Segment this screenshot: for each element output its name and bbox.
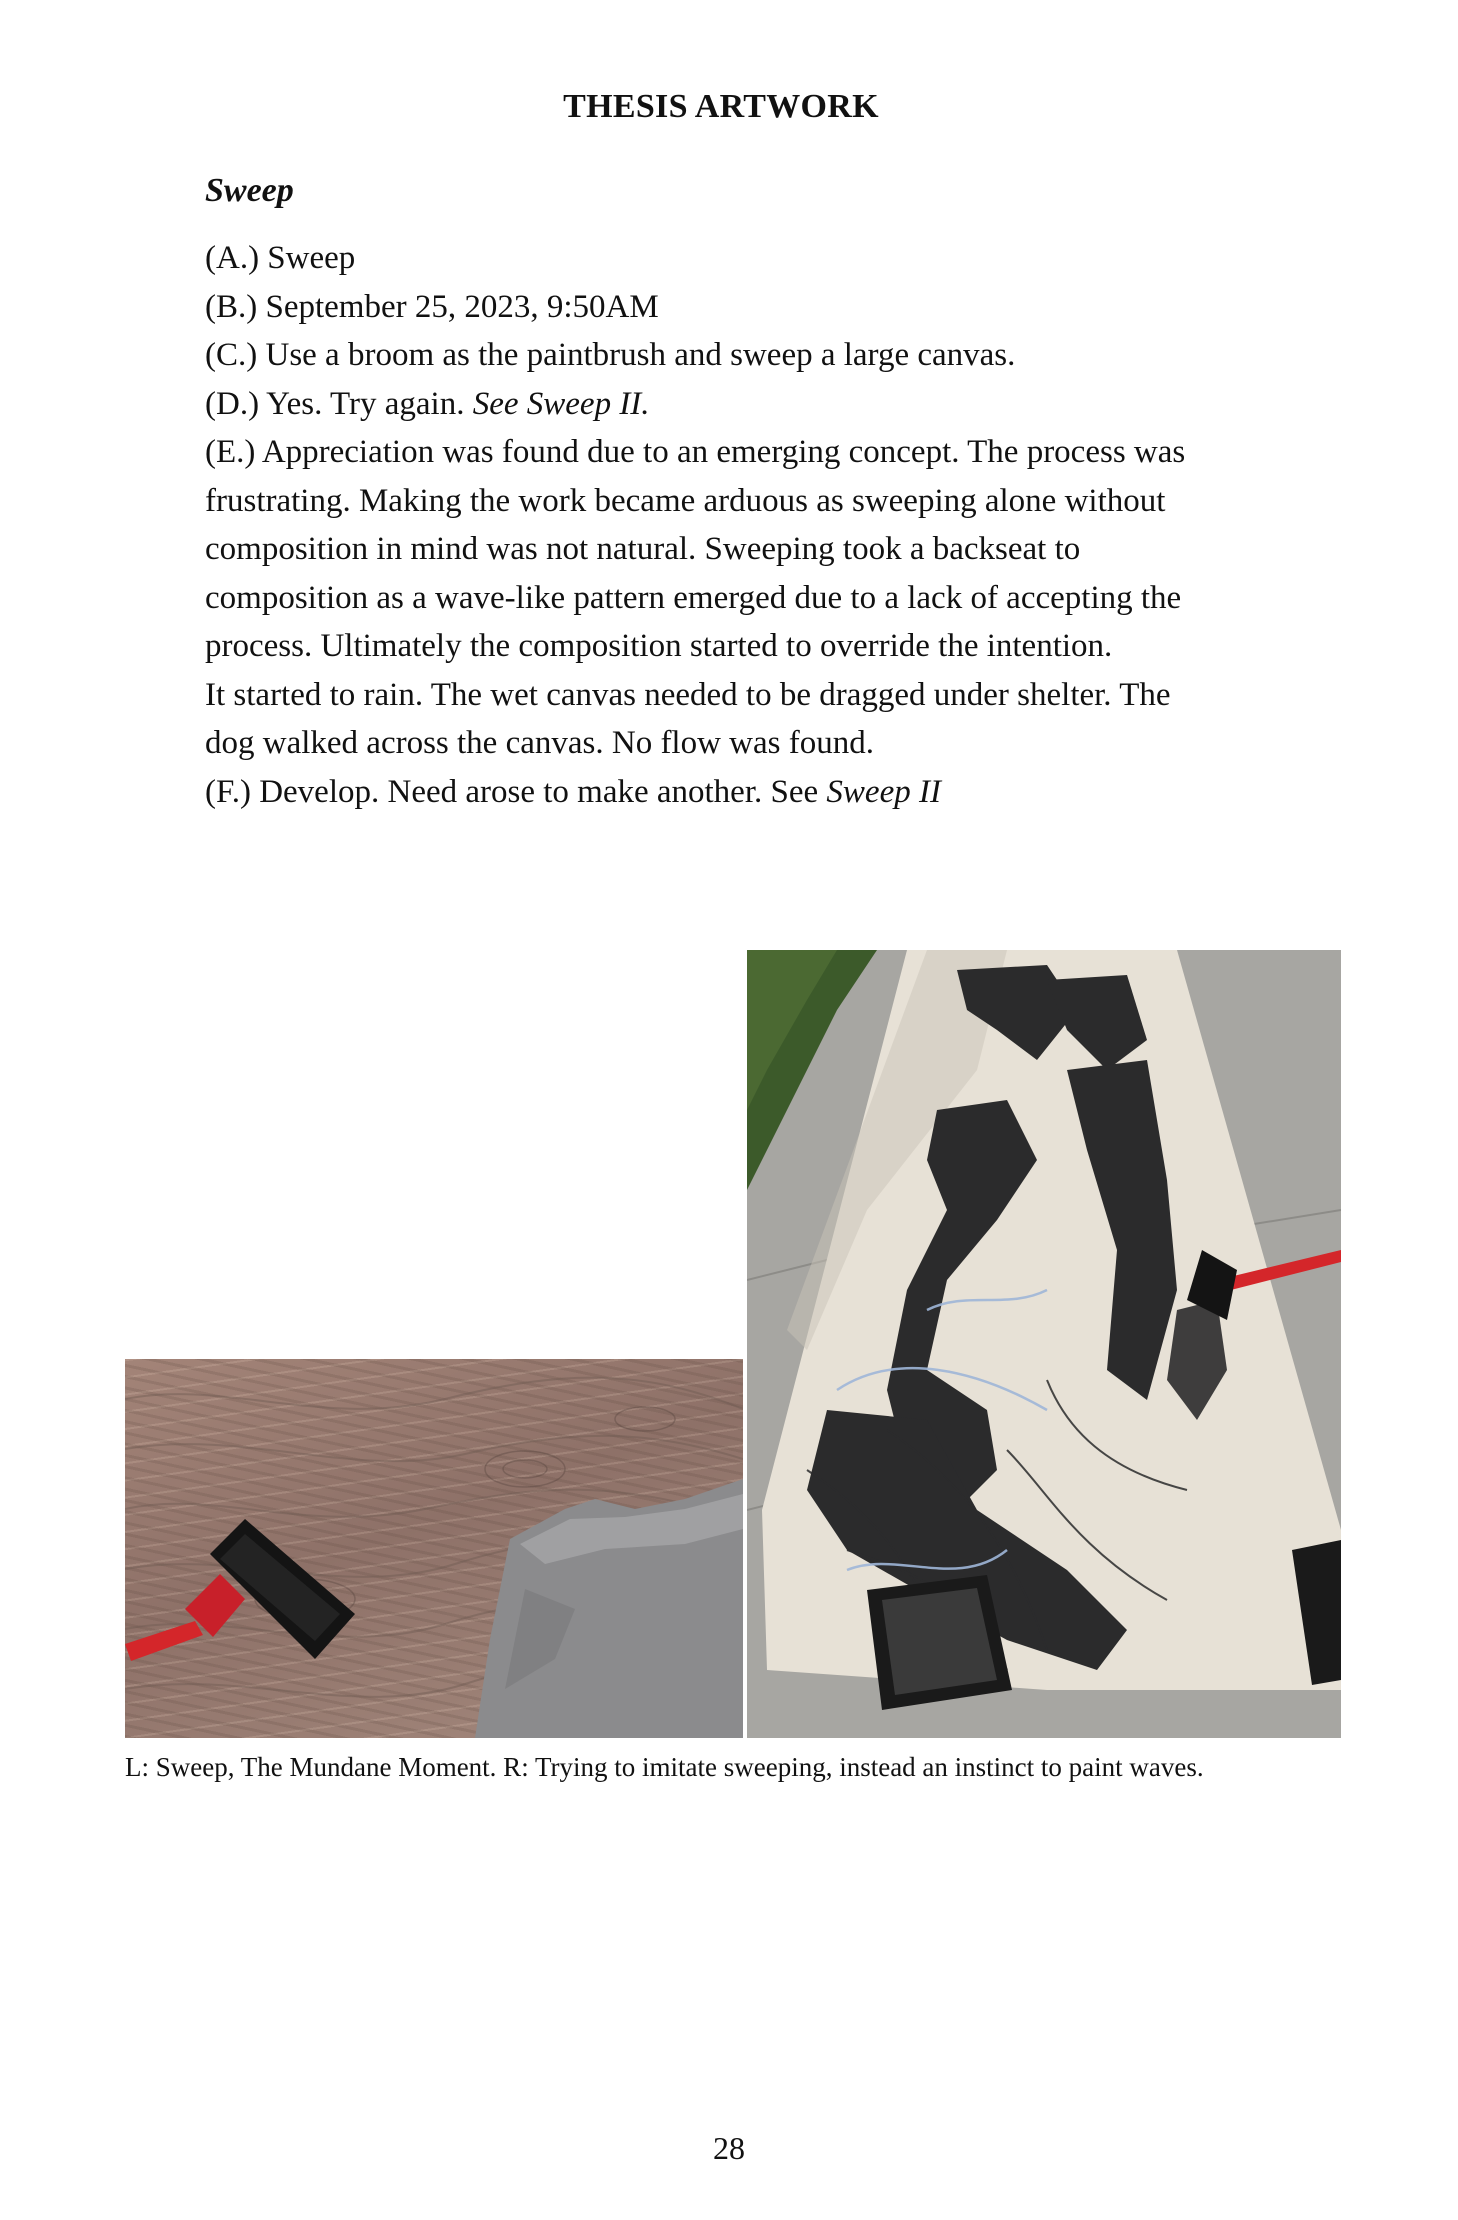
broom-floor-illustration (125, 1359, 743, 1738)
entry-line-b: (B.) September 25, 2023, 9:50AM (205, 288, 659, 325)
broom-floor-photo (125, 1359, 743, 1738)
entry-line-f-text: (F.) Develop. Need arose to make another. See (205, 773, 827, 810)
entry-line-e2: frustrating. Making the work became arduous as sweeping alone without (205, 482, 1166, 519)
entry-line-d-text: (D.) Yes. Try again. (205, 385, 473, 422)
entry-line-e4: composition as a wave-like pattern emerged due to a lack of accepting the (205, 579, 1182, 616)
entry-line-d-reference: See Sweep II. (472, 385, 650, 422)
entry-line-d (205, 380, 1315, 429)
entry-line-e1: (E.) Appreciation was found due to an emerging concept. The process was (205, 434, 1186, 470)
page-title: THESIS ARTWORK (563, 88, 879, 125)
entry-line-e6: It started to rain. The wet canvas needed to be dragged under shelter. The (205, 676, 1171, 713)
entry-line-e5: process. Ultimately the composition started to override the intention. (205, 628, 1113, 664)
entry-line-e3: composition in mind was not natural. Sweeping took a backseat to (205, 531, 1081, 567)
figure-caption: L: Sweep, The Mundane Moment. R: Trying to imitate sweeping, instead an instinct to paint waves. (125, 1752, 1204, 1782)
entry-line-c: (C.) Use a broom as the paintbrush and sweep a large canvas. (205, 337, 1016, 373)
page-number: 28 (713, 2130, 745, 2166)
entry-line-a: (A.) Sweep (205, 240, 356, 276)
entry-line-f-reference: Sweep II (826, 773, 941, 810)
painted-canvas-illustration (747, 950, 1341, 1738)
entry-body (205, 234, 1315, 816)
painted-canvas-photo (747, 950, 1341, 1738)
section-title: Sweep (205, 172, 294, 209)
entry-line-e7: dog walked across the canvas. No flow was found. (205, 725, 874, 761)
entry-line-f (205, 768, 1315, 817)
